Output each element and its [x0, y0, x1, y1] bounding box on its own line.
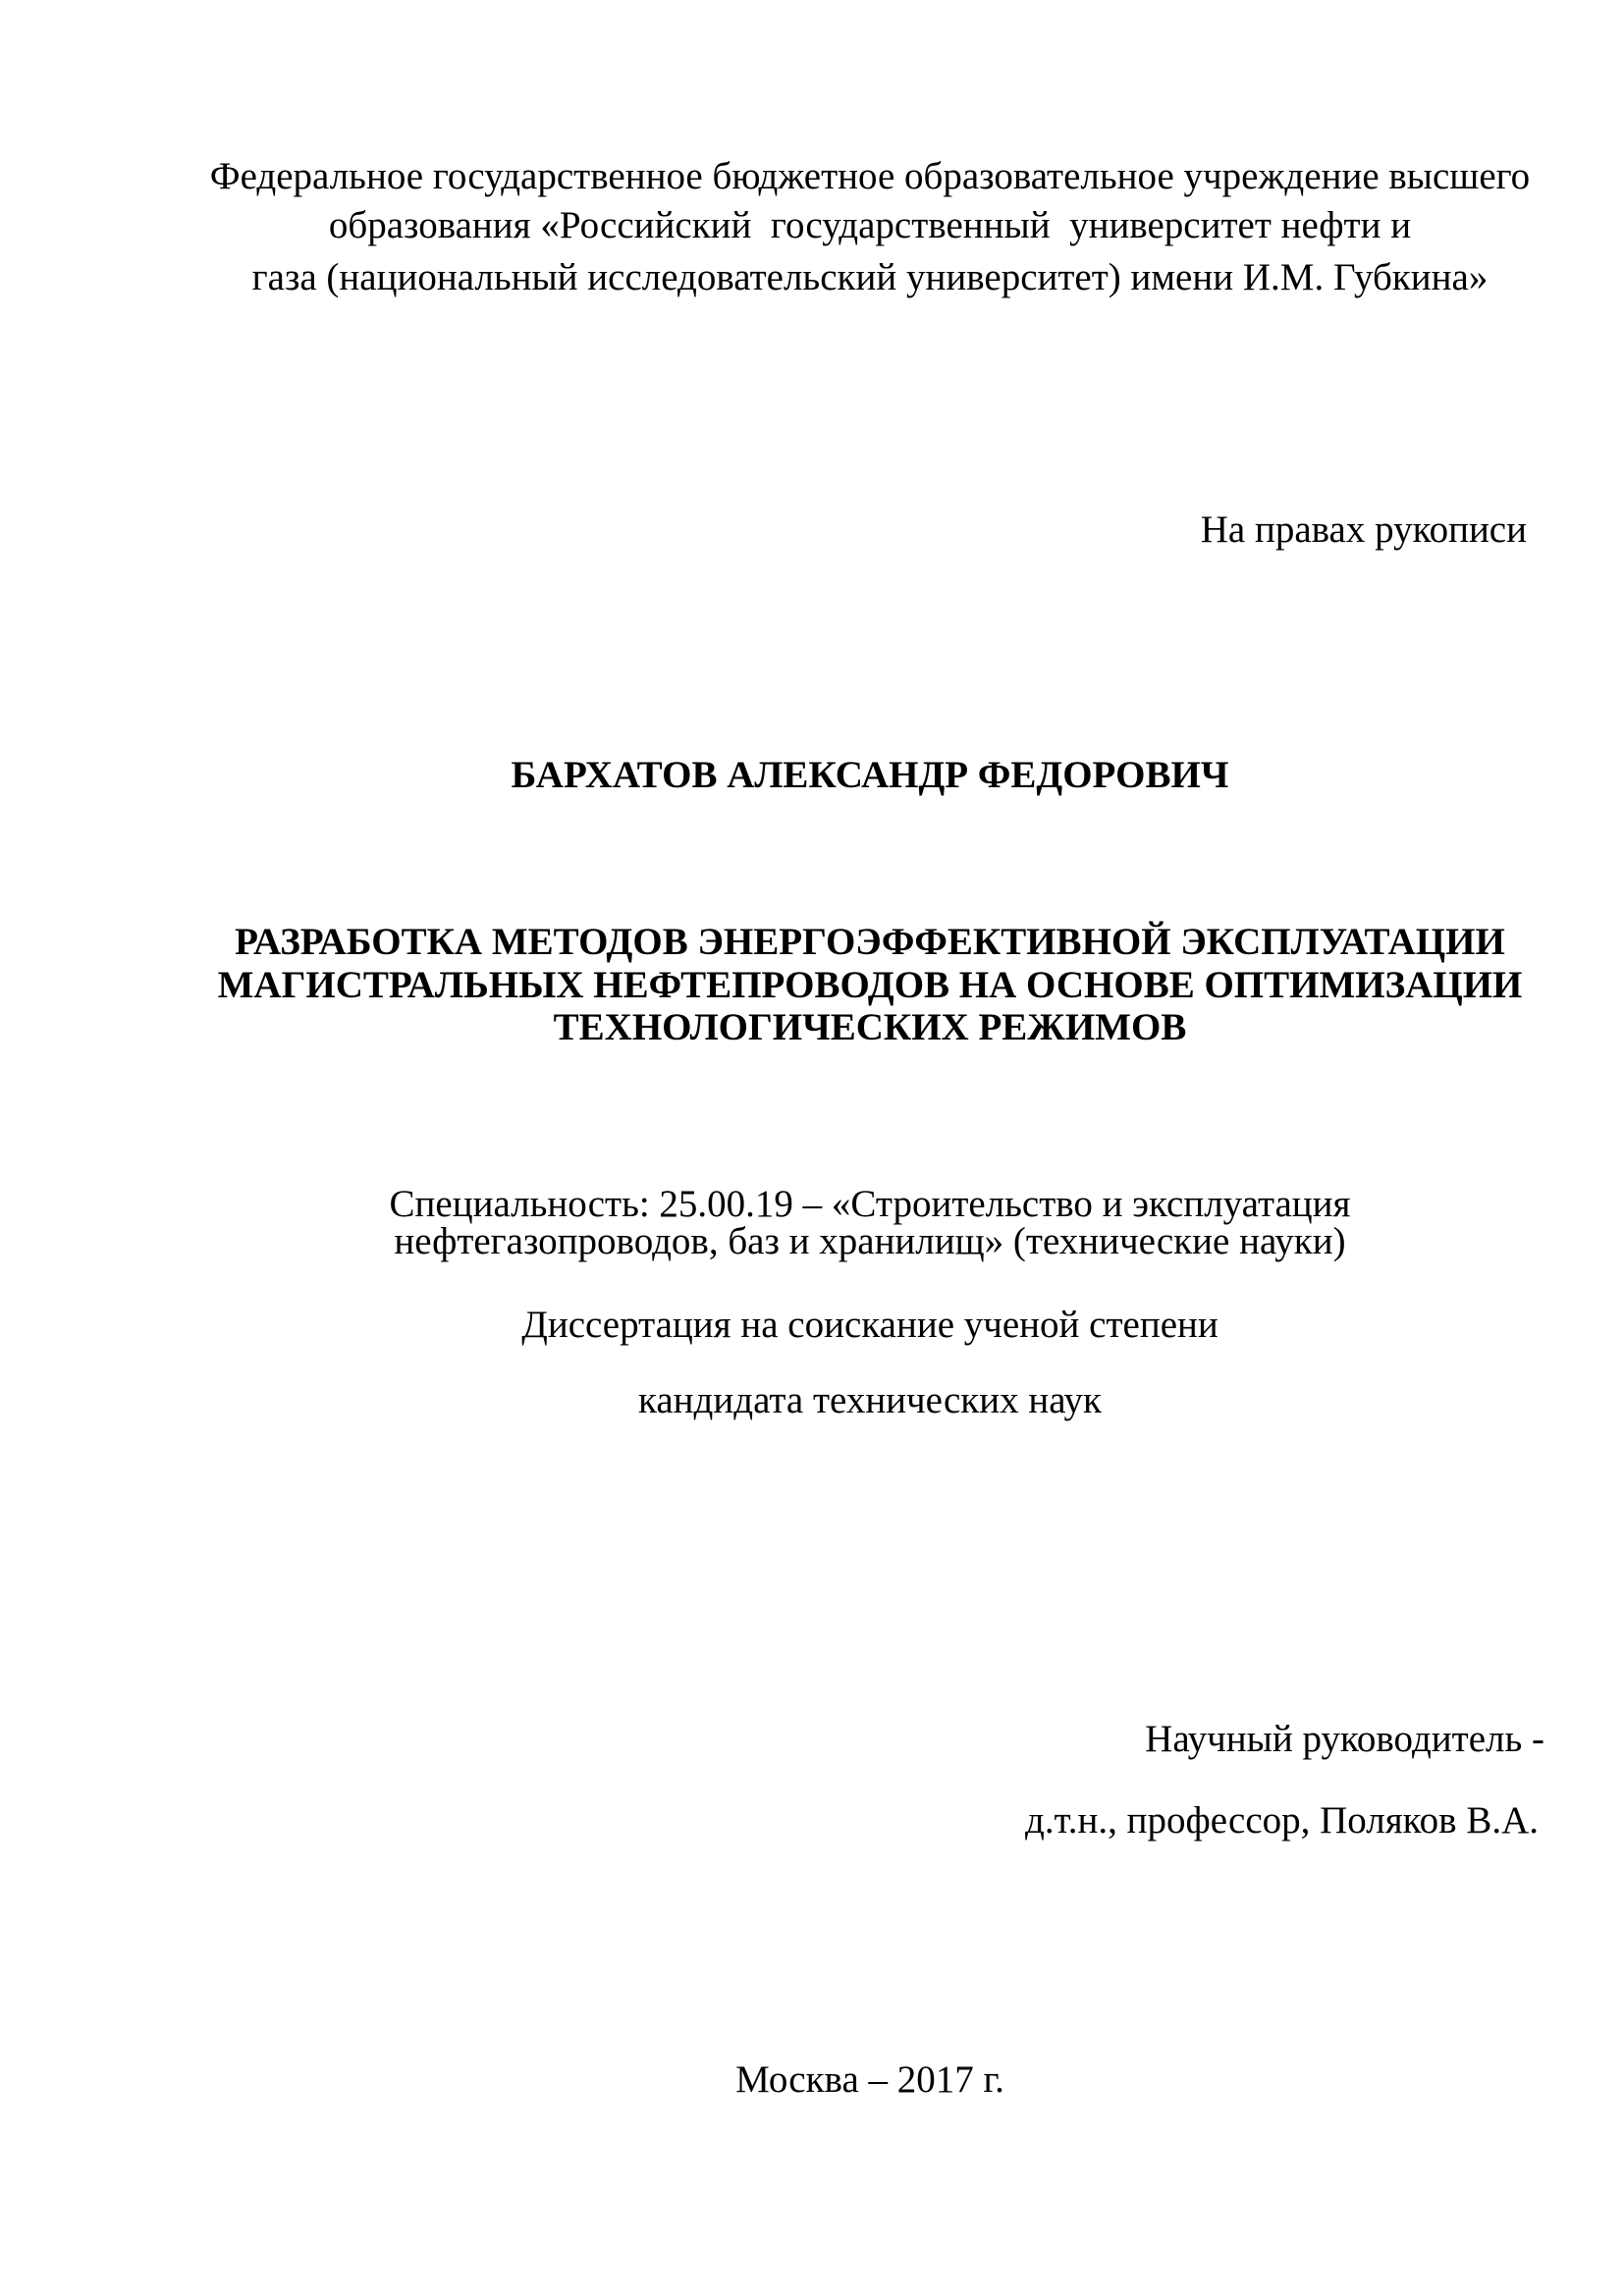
degree-line: кандидата технических наук: [638, 1379, 1102, 1421]
degree-line: Диссертация на соискание ученой степени: [521, 1304, 1218, 1346]
title-line: РАЗРАБОТКА МЕТОДОВ ЭНЕРГОЭФФЕКТИВНОЙ ЭКСПЛУАТАЦИИ: [235, 921, 1505, 963]
title-line: ТЕХНОЛОГИЧЕСКИХ РЕЖИМОВ: [553, 1006, 1187, 1048]
supervisor-name: д.т.н., профессор, Поляков В.А.: [1025, 1799, 1539, 1842]
institution-line: газа (национальный исследовательский университет) имени И.М. Губкина»: [251, 256, 1489, 298]
institution-line: Федеральное государственное бюджетное образовательное учреждение высшего: [209, 155, 1531, 197]
specialty-line: нефтегазопроводов, баз и хранилищ» (технические науки): [394, 1220, 1346, 1262]
author-name: БАРХАТОВ АЛЕКСАНДР ФЕДОРОВИЧ: [511, 754, 1229, 796]
city-year: Москва – 2017 г.: [735, 2058, 1004, 2101]
institution-line: образования «Российский государственный университет нефти и: [328, 204, 1412, 246]
manuscript-note: На правах рукописи: [1200, 508, 1527, 551]
title-line: МАГИСТРАЛЬНЫХ НЕФТЕПРОВОДОВ НА ОСНОВЕ ОПТИМИЗАЦИИ: [217, 964, 1523, 1006]
supervisor-label: Научный руководитель -: [1145, 1718, 1544, 1760]
specialty-line: Специальность: 25.00.19 – «Строительство и эксплуатация: [389, 1183, 1351, 1225]
